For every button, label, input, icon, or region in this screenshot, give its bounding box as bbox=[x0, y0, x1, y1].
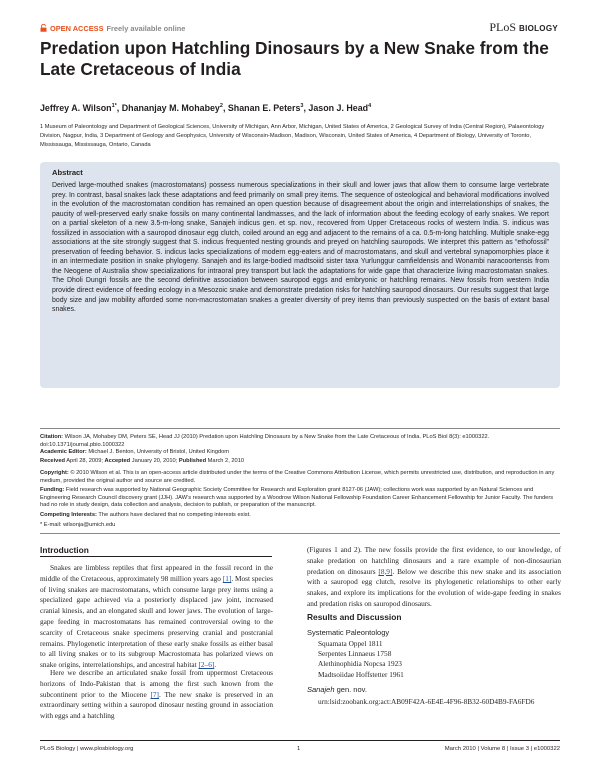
intro-paragraph-2-block bbox=[40, 668, 273, 722]
author-name: Jason J. Head bbox=[308, 103, 369, 113]
taxon-entry: Serpentes Linnaeus 1758 bbox=[318, 649, 392, 659]
funding-label: Funding: bbox=[40, 487, 65, 493]
systematic-paleontology-heading: Systematic Paleontology bbox=[307, 628, 390, 637]
zoobank-urn: urn:lsid:zoobank.org:act:AB09F42A-6E4E-4F96-8B32-60D4B9-FA6FD6 bbox=[318, 697, 535, 706]
open-access-lock-icon bbox=[40, 24, 47, 32]
intro-paragraph-1 bbox=[40, 563, 273, 671]
citation bbox=[40, 434, 560, 449]
text-run: Snakes are limbless reptiles that first appeared in the fossil record in the middle of the Cretaceous, approximately 98 million years ago bbox=[40, 563, 273, 583]
footer-issue: March 2010 | Volume 8 | Issue 3 | e1000322 bbox=[444, 746, 560, 752]
author-affiliation-mark: 4 bbox=[368, 103, 372, 110]
footer-page-number: 1 bbox=[297, 746, 301, 752]
affiliations: 1 Museum of Paleontology and Department of Geological Sciences, University of Michigan, Ann Arbor, Michigan, United States of America, 2 Geological Survey of India (Central Region), Palaeontology Division, Nagpur, India, 3 Department of Geology and Geophysics, University of Wisconsin-Madison, Madison, Wisconsin, United States of America, 4 Department of Biology, University of Toronto, Mississauga, Mississauga, Ontario, Canada bbox=[40, 124, 545, 148]
reference-link[interactable]: [7] bbox=[150, 689, 159, 699]
copyright-label: Copyright: bbox=[40, 470, 69, 476]
text-run: . bbox=[214, 660, 217, 670]
abstract-heading: Abstract bbox=[52, 168, 83, 177]
competing-label: Competing Interests: bbox=[40, 512, 97, 518]
text-run: Here we describe an articulated snake fossil from uppermost Cretaceous horizons of Indo-Pakistan that is among the first such known from the subcontinent prior to the Miocene bbox=[40, 668, 273, 699]
metadata-divider-bottom bbox=[40, 533, 560, 534]
taxon-entry: Squamata Oppel 1811 bbox=[318, 639, 383, 648]
text-run: (Figures 1 and 2). The new fossils provide the first evidence, to our knowledge, of snake predation on hatchling dinosaurs and a rare example of non-dinosaurian predation on dinosaurs bbox=[307, 545, 561, 576]
footer-rule bbox=[40, 740, 560, 741]
text-run: . Below we describe this new snake and its association with a sauropod egg clutch, resolve its phylogenetic relationships to other early snakes, and explore its implications for the evolution of wide-gape feeding in snakes and predation risks on sauropod dinosaurs. bbox=[307, 566, 561, 608]
open-access-header bbox=[40, 24, 185, 33]
journal-biology: BIOLOGY bbox=[519, 24, 558, 33]
introduction-column-left bbox=[40, 563, 273, 671]
journal-plos: PLoS bbox=[489, 20, 516, 34]
received-label: Received bbox=[40, 458, 65, 464]
author-affiliation-mark: 2 bbox=[219, 103, 223, 110]
intro-paragraph-2 bbox=[40, 668, 273, 722]
copyright bbox=[40, 470, 560, 485]
copyright-text: © 2010 Wilson et al. This is an open-access article distributed under the terms of the Creative Commons Attribution License, which permits unrestricted use, distribution, and reproduction in any medium, provided the original author and source are credited. bbox=[40, 470, 555, 484]
article-dates bbox=[40, 458, 560, 466]
intro-paragraph-continued bbox=[307, 545, 561, 610]
competing-text: The authors have declared that no competing interests exist. bbox=[98, 512, 251, 518]
journal-logo bbox=[489, 20, 558, 35]
genus-name: Sanajeh bbox=[307, 685, 335, 694]
accepted-date: January 20, 2010; bbox=[131, 458, 178, 464]
footer-journal: PLoS Biology | www.plosbiology.org bbox=[40, 746, 134, 752]
taxonomy-list bbox=[318, 639, 404, 680]
editor-label: Academic Editor: bbox=[40, 449, 87, 455]
taxon-entry: Madtsoiidae Hoffstetter 1961 bbox=[318, 669, 404, 679]
corresponding-email: * E-mail: wilsonja@umich.edu bbox=[40, 522, 116, 528]
funding bbox=[40, 487, 560, 510]
published-label: Published bbox=[178, 458, 207, 464]
published-date: March 2, 2010 bbox=[207, 458, 245, 464]
genus-suffix: gen. nov. bbox=[334, 685, 367, 694]
accepted-label: Accepted bbox=[104, 458, 131, 464]
open-access-label: OPEN ACCESS bbox=[50, 24, 104, 33]
reference-link[interactable]: [2–6] bbox=[198, 660, 215, 670]
text-run: . Most species of living snakes are macrostomatans, which consume large prey items using a specialized gape achieved via a posteriorly displaced jaw joint, increased cranial kinesis, and an elongated skull and lower jaws. The evolution of large-gape feeding in macrostomatans has remained controversial owing to the scarcity of Cretaceous snake specimens preserving cranial and postcranial remains. Phylogenetic interpretation of these early snake fossils as either basal to all living snakes or to its subgroup Macrostomata has polarized views on snake origins, interrelationships, and ancestral habitat bbox=[40, 573, 273, 670]
academic-editor bbox=[40, 449, 560, 457]
author-list: Jeffrey A. Wilson$^{1*}$, Dhananjay M. Mohabey$^2$, Shanan E. Peters$^3$, Jason J. Head$^4$ bbox=[40, 103, 372, 113]
freely-available-label: Freely available online bbox=[106, 24, 186, 33]
citation-text: Wilson JA, Mohabey DM, Peters SE, Head JJ (2010) Predation upon Hatchling Dinosaurs by a New Snake from the Late Cretaceous of India. PLoS Biol 8(3): e1000322. doi:10.1371/journal.pbio.1000322 bbox=[40, 434, 490, 448]
metadata-divider-top bbox=[40, 428, 560, 429]
author-name: Shanan E. Peters bbox=[227, 103, 301, 113]
introduction-heading: Introduction bbox=[40, 545, 89, 555]
author-affiliation-mark: 1* bbox=[111, 103, 117, 110]
results-heading: Results and Discussion bbox=[307, 612, 402, 622]
reference-link[interactable]: [1] bbox=[222, 573, 232, 583]
author-name: Jeffrey A. Wilson bbox=[40, 103, 112, 113]
editor-text: Michael J. Benton, University of Bristol, United Kingdom bbox=[88, 449, 230, 455]
article-title: Predation upon Hatchling Dinosaurs by a New Snake from the Late Cretaceous of India bbox=[40, 38, 549, 79]
introduction-rule bbox=[40, 556, 272, 557]
competing-interests bbox=[40, 512, 560, 520]
genus-heading bbox=[307, 685, 367, 694]
abstract-text: Derived large-mouthed snakes (macrostomatans) possess numerous specializations in their skull and lower jaws that allow them to consume large vertebrate prey. In contrast, basal snakes lack these adaptations and feed primarily on small prey items. The sequence of osteological and behavioral modifications involved in the evolution of the macrostomatan condition has remained an open question because of disagreement about the origin and interrelationships of snakes, the paucity of well-preserved early snake fossils on many continental landmasses, and the lack of information about the feeding ecology of early snakes. We report on a partial skeleton of a new 3.5-m-long snake, Sanajeh indicus gen. et sp. nov., recovered from Upper Cretaceous rocks of western India. S. indicus was fossilized in association with a sauropod dinosaur egg clutch, coiled around an egg and adjacent to the remains of a ca. 0.5-m-long hatchling. Multiple snake-egg associations at the site strongly suggest that S. indicus frequented nesting grounds and preyed on hatchling sauropods. We interpret this pattern as “ethofossil” preservation of feeding behavior. S. indicus lacks specializations of modern egg-eaters and of macrostomatans, and skull and vertebral synapomorphies place it in an intermediate position in snake phylogeny. Sanajeh and its large-bodied madtsoiid sister taxa Yurlunggur camfieldensis and Wonambi naracoortensis from the Neogene of Australia show specializations for intraoral prey transport but lack the adaptations for wide gape that characterize living macrostomatan snakes. The Dholi Dungri fossils are the second definitive association between sauropod eggs and embryonic or hatchling remains. New fossils from western India provide direct evidence of feeding ecology in a Mesozoic snake and demonstrate predation risks for hatchling sauropod dinosaurs. Our results suggest that large body size and jaw mobility afforded some non-macrostomatan snakes a greater diversity of prey items than previously suspected on the basis of extant basal snakes. bbox=[52, 182, 549, 314]
author-name: Dhananjay M. Mohabey bbox=[121, 103, 220, 113]
reference-link[interactable]: [8,9] bbox=[378, 566, 393, 576]
taxon-entry: Alethinophidia Nopcsa 1923 bbox=[318, 659, 402, 669]
citation-label: Citation: bbox=[40, 434, 64, 440]
received-date: April 28, 2009; bbox=[66, 458, 103, 464]
text-run: . The new snake is preserved in an extraordinary setting within a sauropod dinosaur nesting ground in association with eggs and a hatchling bbox=[40, 689, 273, 721]
author-affiliation-mark: 3 bbox=[300, 103, 304, 110]
funding-text: Field research was supported by National Geographic Society Committee for Research and Exploration grant 8127-06 (JAW); collections work was supported by an Natural Sciences and Engineering Research Council discovery grant (JJH). JAW’s research was supported by a Woodrow Wilson National Fellowship Foundation Career Enhancement Fellowship for Junior Faculty. The funders had no role in study design, data collection and analysis, decision to publish, or preparation of the manuscript. bbox=[40, 487, 554, 509]
introduction-column-right bbox=[307, 545, 561, 610]
